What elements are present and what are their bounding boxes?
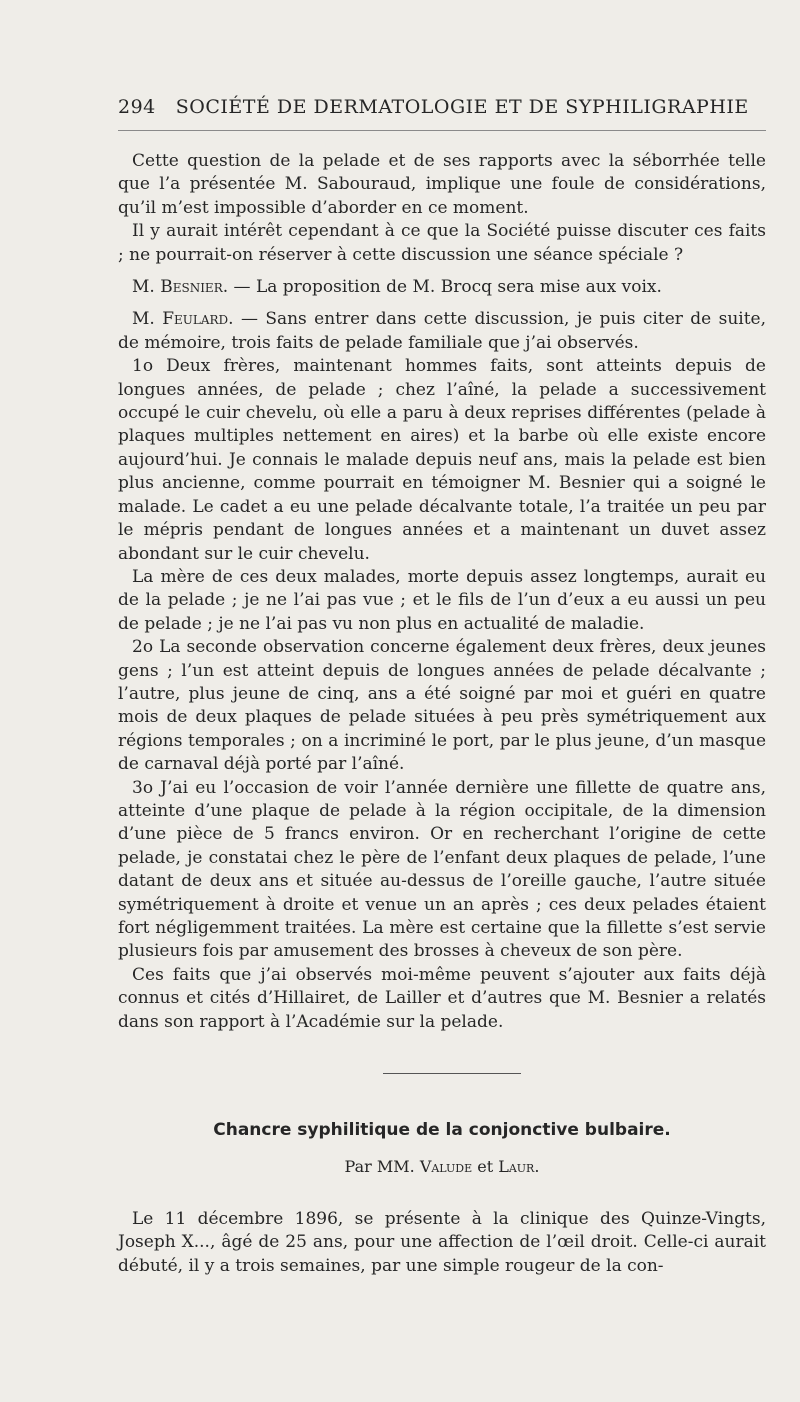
paragraph: Cette question de la pelade et de ses rapports avec la séborrhée telle que l’a présentée M. Sabouraud, implique une foule de considérations, qu’il m’est impossible d’aborder en ce moment. <box>118 151 766 218</box>
speaker-name: M. Besnier. <box>132 277 229 298</box>
header-rule <box>118 130 766 131</box>
paragraph: Ces faits que j’ai observés moi-même peuvent s’ajouter aux faits déjà connus et cités d’Hillairet, de Lailler et d’autres que M. Besnier a relatés dans son rapport à l’Académie sur la pelade. <box>118 964 766 1032</box>
paragraph-text: — La proposition de M. Brocq sera mise aux voix. <box>228 277 662 298</box>
section-divider <box>383 1073 521 1074</box>
byline-mid: et <box>472 1157 499 1176</box>
paragraph: La mère de ces deux malades, morte depuis assez longtemps, aurait eu de la pelade ; je ne l’ai pas vue ; et le fils de l’un d’eux a eu aussi un peu de pelade ; je ne l’ai pas vu non plus en actualité de maladie. <box>118 566 766 634</box>
discussion-text <box>118 150 766 1034</box>
running-header <box>118 96 766 118</box>
article-byline <box>118 1157 766 1176</box>
paragraph: 1o Deux frères, maintenant hommes faits, sont atteints depuis de longues années, de pelade ; chez l’aîné, la pelade a successivement occupé le cuir chevelu, où elle a paru à deux reprises différentes (pelade à plaques multiples nettement en aires) et la barbe où elle existe encore aujourd’hui. Je connais le malade depuis neuf ans, mais la pelade est bien plus ancienne, comme pourrait en témoigner M. Besnier qui a soigné le malade. Le cadet a eu une pelade décalvante totale, l’a traitée un peu par le mépris pendant de longues années et a maintenant un duvet assez abondant sur le cuir chevelu. <box>118 356 766 564</box>
author-name: Valude <box>419 1157 473 1176</box>
paragraph: Le 11 décembre 1896, se présente à la clinique des Quinze-Vingts, Joseph X..., âgé de 25 ans, pour une affection de l’œil droit. Celle-ci aurait débuté, il y a trois semaines, par une simple rougeur de la con- <box>118 1209 766 1276</box>
paragraph: Il y aurait intérêt cependant à ce que la Société puisse discuter ces faits ; ne pourrait-on réserver à cette discussion une séance spéciale ? <box>118 221 766 265</box>
article-title: Chancre syphilitique de la conjonctive bulbaire. <box>213 1120 671 1140</box>
paragraph: 3o J’ai eu l’occasion de voir l’année dernière une fillette de quatre ans, atteinte d’une plaque de pelade à la région occipitale, de la dimension d’une pièce de 5 francs environ. Or en recherchant l’origine de cette pelade, je constatai chez le père de l’enfant deux plaques de pelade, l’une datant de deux ans et située au-dessus de l’oreille gauche, l’autre située symétriquement à droite et venue un an après ; ces deux pelades étaient fort négligemment traitées. La mère est certaine que la fillette s’est servie plusieurs fois par amusement des brosses à cheveux de son père. <box>118 777 766 962</box>
paragraph: 2o La seconde observation concerne également deux frères, deux jeunes gens ; l’un est atteint depuis de longues années de pelade décalvante ; l’autre, plus jeune de cinq, ans a été soigné par moi et guéri en quatre mois de deux plaques de pelade situées à peu près symétriquement aux régions temporales ; on a incriminé le port, par le plus jeune, d’un masque de carnaval déjà porté par l’aîné. <box>118 637 766 775</box>
running-title: SOCIÉTÉ DE DERMATOLOGIE ET DE SYPHILIGRAPHIE <box>175 96 749 118</box>
author-name: Laur. <box>498 1157 540 1176</box>
paragraph-text: — Sans entrer dans cette discussion, je puis citer de suite, de mémoire, trois faits de pelade familiale que j’ai observés. <box>118 309 766 353</box>
byline-prefix: Par MM. <box>344 1157 420 1176</box>
paragraph <box>118 276 766 299</box>
page-number: 294 <box>118 96 156 118</box>
paragraph <box>118 308 766 355</box>
speaker-name: M. Feulard. <box>132 309 234 330</box>
article-text <box>118 1208 766 1278</box>
